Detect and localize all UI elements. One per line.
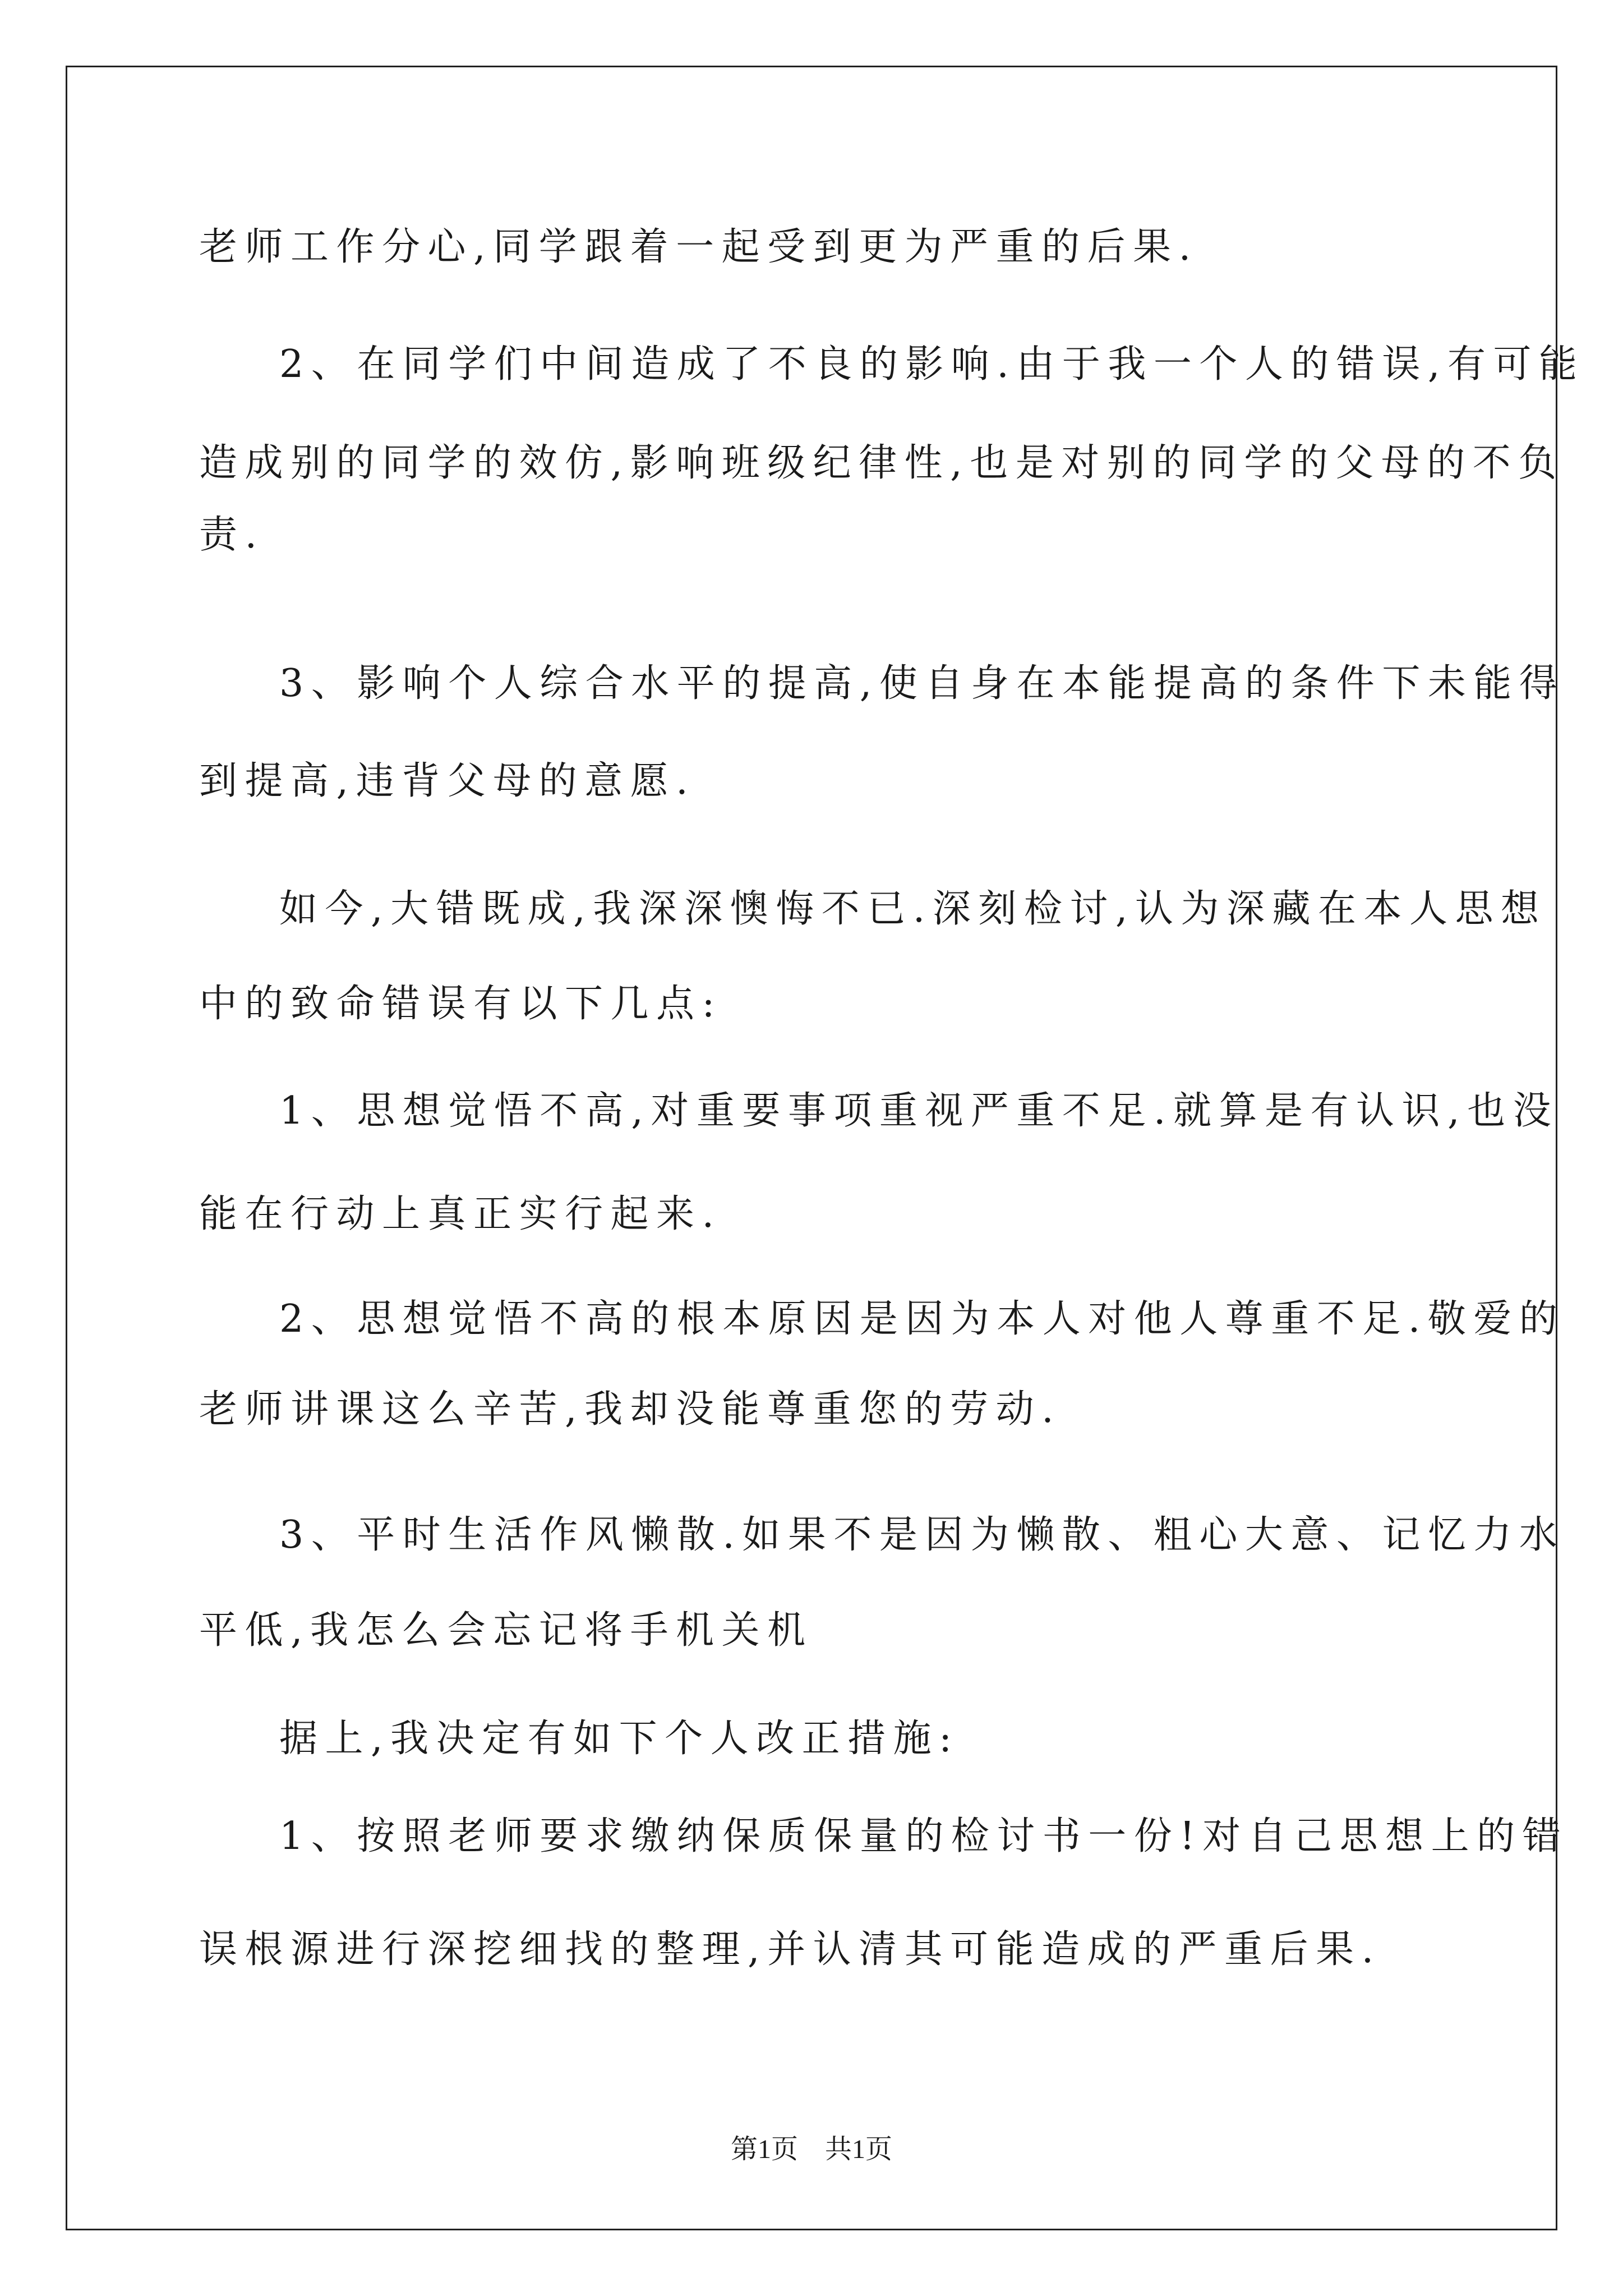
text-line: 中的致命错误有以下几点:: [199, 982, 722, 1026]
text-line: 老师讲课这么辛苦,我却没能尊重您的劳动.: [199, 1387, 1062, 1432]
page-border: [66, 66, 1557, 2230]
text-line: 1、按照老师要求缴纳保质保量的检讨书一份!对自己思想上的错: [279, 1814, 1569, 1858]
text-line: 如今,大错既成,我深深懊悔不已.深刻检讨,认为深藏在本人思想: [279, 887, 1547, 931]
text-line: 1、思想觉悟不高,对重要事项重视严重不足.就算是有认识,也没: [279, 1089, 1559, 1133]
text-line: 3、影响个人综合水平的提高,使自身在本能提高的条件下未能得: [279, 661, 1565, 706]
text-line: 平低,我怎么会忘记将手机关机: [199, 1608, 813, 1653]
text-line: 老师工作分心,同学跟着一起受到更为严重的后果.: [199, 225, 1198, 269]
text-line: 能在行动上真正实行起来.: [199, 1192, 722, 1236]
page-number-footer: 第1页 共1页: [730, 2134, 892, 2164]
text-line: 2、在同学们中间造成了不良的影响.由于我一个人的错误,有可能: [279, 342, 1585, 386]
text-line: 误根源进行深挖细找的整理,并认清其可能造成的严重后果.: [199, 1927, 1381, 1972]
text-line: 造成别的同学的效仿,影响班级纪律性,也是对别的同学的父母的不负: [199, 441, 1564, 485]
text-line: 2、思想觉悟不高的根本原因是因为本人对他人尊重不足.敬爱的: [279, 1297, 1565, 1341]
text-line: 据上,我决定有如下个人改正措施:: [279, 1717, 960, 1761]
text-line: 责.: [199, 513, 265, 557]
text-line: 3、平时生活作风懒散.如果不是因为懒散、粗心大意、记忆力水: [279, 1513, 1565, 1557]
text-line: 到提高,违背父母的意愿.: [199, 759, 696, 803]
